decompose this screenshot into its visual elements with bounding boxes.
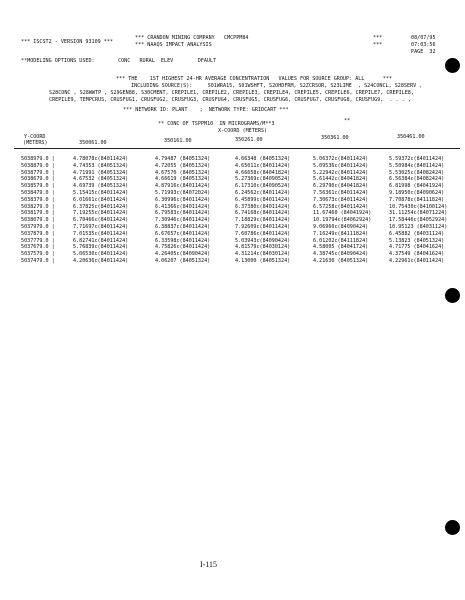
y-coord-cell: 5038679.0 |	[21, 176, 55, 183]
x-coord-label: X-COORD (METERS)	[218, 128, 268, 134]
concentration-cell: 6.24562c(84011424)	[235, 189, 291, 196]
concentration-cell: 6.17310c(84090524)	[235, 183, 291, 190]
concentration-cell: 5.50984c(84011424)	[389, 162, 445, 169]
y-coord-cell: 5037779.0 |	[21, 237, 55, 244]
concentration-cell: 7.60786c(84011424)	[235, 230, 291, 237]
concentration-cell: 7.30946c(84011424)	[155, 217, 211, 224]
program-version: *** ISCST2 - VERSION 93109 ***	[21, 39, 114, 45]
concentration-cell: 6.01661c(84011424)	[73, 196, 129, 203]
header-stars-2: ***	[373, 42, 383, 48]
concentration-cell: 6.41366c(84011424)	[155, 203, 211, 210]
table-row	[0, 190, 465, 197]
concentration-cell: 4.58005 (84041724)	[313, 244, 369, 251]
y-coord-cell: 5037679.0 |	[21, 244, 55, 251]
table-row	[0, 251, 465, 258]
concentration-table	[0, 156, 465, 265]
concentration-cell: 4.66619 (84051324)	[155, 176, 211, 183]
concentration-cell: 5.06372c(84011424)	[313, 156, 369, 162]
concentration-cell: 6.67657c(84011424)	[155, 230, 211, 237]
concentration-cell: 6.37380c(84011424)	[235, 203, 291, 210]
concentration-cell: 5.59372c(84011424)	[389, 156, 445, 162]
concentration-cell: 4.66348 (84051324)	[235, 156, 291, 162]
concentration-cell: 4.22961c(84011424)	[389, 257, 445, 264]
x-coord-value: 350061.00	[79, 140, 107, 146]
concentration-cell: 5.03943c(84090424)	[235, 237, 291, 244]
y-coord-cell: 5038079.0 |	[21, 217, 55, 224]
concentration-cell: 4.31214c(84030124)	[235, 251, 291, 258]
y-coord-cell: 5038979.0 |	[21, 156, 55, 162]
x-coord-value: 350361.00	[321, 135, 349, 141]
table-row	[0, 197, 465, 204]
table-row	[0, 238, 465, 245]
concentration-cell: 6.37825c(84011424)	[73, 203, 129, 210]
concentration-cell: 11.67460 (84041924)	[313, 210, 372, 217]
concentration-cell: 7.30673c(84011424)	[313, 196, 369, 203]
concentration-cell: 6.01202c(84111824)	[313, 237, 369, 244]
concentration-cell: 4.75826c(84011424)	[155, 244, 211, 251]
y-coord-cell: 5037579.0 |	[21, 251, 55, 258]
y-coord-cell: 5038579.0 |	[21, 183, 55, 190]
y-coord-cell: 5038179.0 |	[21, 210, 55, 217]
concentration-cell: 17.58446c(84052924)	[389, 217, 448, 224]
concentration-cell: 5.09536c(84011424)	[313, 162, 369, 169]
table-row	[0, 163, 465, 170]
concentration-cell: 9.18950c(84090624)	[389, 189, 445, 196]
table-row	[0, 231, 465, 238]
modeling-options-value: CONC RURAL ELEV DFAULT	[118, 58, 217, 64]
concentration-cell: 5.53025c(84082424)	[389, 169, 445, 176]
concentration-cell: 7.71697c(84011424)	[73, 223, 129, 230]
concentration-cell: 4.26405c(84090424)	[155, 251, 211, 258]
concentration-cell: 4.74353 (84051324)	[73, 162, 129, 169]
concentration-cell: 6.29790c(84041824)	[313, 183, 369, 190]
concentration-cell: 6.57258c(84011424)	[313, 203, 369, 210]
concentration-cell: 4.67532 (84051324)	[73, 176, 129, 183]
table-row	[0, 170, 465, 177]
concentration-cell: 4.37549 (84041624)	[389, 251, 445, 258]
concentration-cell: 6.56384c(84082424)	[389, 176, 445, 183]
concentration-cell: 7.16249c(84111824)	[313, 230, 369, 237]
title-line-1: *** THE 1ST HIGHEST 24-HR AVERAGE CONCENTRATION VALUES FOR SOURCE GROUP: ALL ***	[116, 76, 393, 82]
concentration-cell: 6.81998 (84041924)	[389, 183, 445, 190]
y-coord-cell: 5038879.0 |	[21, 162, 55, 169]
company-name: *** CRANDON MINING COMPANY CMCPPM84	[135, 35, 249, 41]
concentration-cell: 6.74168c(84011424)	[235, 210, 291, 217]
concentration-cell: 6.45882 (84031124)	[389, 230, 445, 237]
y-coord-cell: 5038279.0 |	[21, 203, 55, 210]
run-time: 07:03:56	[411, 42, 436, 48]
concentration-cell: 5.71993c(84072024)	[155, 189, 211, 196]
table-row	[0, 217, 465, 224]
table-row	[0, 176, 465, 183]
title-line-4: CREPILE9, TEMPCRUS, CRUSFUG1, CRUSFUG2, CRUSFUG3, CRUSFUG4, CRUSFUG5, CRUSFUG6, CRUSFUG7, CRUSFUG8, CRUSFUG9, . . . ,	[49, 97, 411, 103]
concentration-cell: 4.71991 (84051324)	[73, 169, 129, 176]
concentration-cell: 4.65011c(84011424)	[235, 162, 291, 169]
concentration-cell: 4.72055 (84051324)	[155, 162, 211, 169]
x-coord-value: 350261.00	[235, 137, 263, 143]
concentration-cell: 5.76839c(84011424)	[73, 244, 129, 251]
table-row	[0, 258, 465, 265]
table-header-divider	[14, 148, 460, 149]
concentration-cell: 4.69739 (84051324)	[73, 183, 129, 190]
analysis-title: *** NAAQS IMPACT ANALYSIS	[135, 42, 212, 48]
concentration-cell: 10.19794c(84062924)	[313, 217, 372, 224]
x-coord-value: 350461.00	[397, 134, 425, 140]
concentration-cell: 31.11254c(84071224)	[389, 210, 448, 217]
concentration-cell: 4.81579c(84030124)	[235, 244, 291, 251]
concentration-cell: 4.78078c(84011424)	[73, 156, 129, 162]
concentration-cell: 6.45899c(84011424)	[235, 196, 291, 203]
concentration-cell: 7.92609c(84011424)	[235, 223, 291, 230]
concentration-cell: 5.27369c(84090524)	[235, 176, 291, 183]
hole-punch-top	[445, 58, 460, 73]
concentration-cell: 6.33598c(84011424)	[155, 237, 211, 244]
y-coord-cell: 5037479.0 |	[21, 257, 55, 264]
table-row	[0, 204, 465, 211]
y-coord-cell: 5037979.0 |	[21, 223, 55, 230]
y-coord-label: Y-COORD	[24, 134, 46, 140]
concentration-cell: 4.66658c(84041824)	[235, 169, 291, 176]
title-line-3: S28CONC , S28WWTP , S29GEN88, S30CMENT, CREPILE1, CREPILE2, CREPILE3, CREPILE4, CREPILE5, CREPILE6, CREPILE7, CREPILE8,	[49, 90, 414, 96]
concentration-cell: 5.61442c(84041824)	[313, 176, 369, 183]
concentration-cell: 6.30996c(84011424)	[155, 196, 211, 203]
concentration-cell: 7.18829c(84011424)	[235, 217, 291, 224]
concentration-cell: 4.67570 (84051324)	[155, 169, 211, 176]
concentration-cell: 6.79583c(84011424)	[155, 210, 211, 217]
concentration-cell: 6.82741c(84011424)	[73, 237, 129, 244]
hole-punch-bottom	[445, 520, 460, 535]
concentration-cell: 4.87916c(84011424)	[155, 183, 211, 190]
page-label: PAGE 32	[411, 49, 436, 55]
y-coord-cell: 5037879.0 |	[21, 230, 55, 237]
concentration-cell: 5.06530c(84011424)	[73, 251, 129, 258]
network-line: *** NETWORK ID: PLANT ; NETWORK TYPE: GRIDCART ***	[123, 107, 289, 113]
table-row	[0, 156, 465, 163]
concentration-cell: 5.15415c(84011424)	[73, 189, 129, 196]
concentration-cell: 4.79487 (84051324)	[155, 156, 211, 162]
y-coord-cell: 5038379.0 |	[21, 196, 55, 203]
concentration-cell: 9.06960c(84090424)	[313, 223, 369, 230]
y-coord-units: (METERS)	[23, 140, 48, 146]
concentration-cell: 7.70878c(84111824)	[389, 196, 445, 203]
concentration-cell: 10.95123 (84031124)	[389, 223, 448, 230]
hole-punch-middle	[445, 288, 460, 303]
concentration-cell: 7.19255c(84011424)	[73, 210, 129, 217]
concentration-cell: 4.71775 (84041624)	[389, 244, 445, 251]
header-stars-1: ***	[373, 35, 383, 41]
page-number: I-115	[200, 560, 218, 569]
y-coord-cell: 5038779.0 |	[21, 169, 55, 176]
concentration-cell: 10.75430c(84100124)	[389, 203, 448, 210]
concentration-cell: 7.56361c(84011424)	[313, 189, 369, 196]
modeling-options-label: **MODELING OPTIONS USED:	[21, 58, 95, 64]
concentration-cell: 4.06207 (84051324)	[155, 257, 211, 264]
run-date: 08/07/95	[411, 35, 436, 41]
y-coord-cell: 5038479.0 |	[21, 189, 55, 196]
concentration-cell: 4.38745c(84090424)	[313, 251, 369, 258]
table-row	[0, 183, 465, 190]
concentration-cell: 4.21630 (84051324)	[313, 257, 369, 264]
concentration-cell: 4.20636c(84011424)	[73, 257, 129, 264]
table-row	[0, 224, 465, 231]
concentration-cell: 6.70466c(84011424)	[73, 217, 129, 224]
conc-line: ** CONC OF TSPPM10 IN MICROGRAMS/M**3	[158, 121, 275, 127]
title-line-2: INCLUDING SOURCE(S): S01WRA15, S01WSHFT, S2OHDFRM, S2ZCRSOR, S23LIME , S24CONCL, S28SERV ,	[131, 83, 423, 89]
concentration-cell: 6.38837c(84011424)	[155, 223, 211, 230]
x-coord-value: 350161.00	[164, 138, 192, 144]
table-row	[0, 244, 465, 251]
table-row	[0, 210, 465, 217]
conc-line-stars: **	[344, 118, 351, 124]
concentration-cell: 5.13823 (84051324)	[389, 237, 445, 244]
concentration-cell: 7.01535c(84011424)	[73, 230, 129, 237]
concentration-cell: 5.22942c(84011424)	[313, 169, 369, 176]
concentration-cell: 4.13000 (84051324)	[235, 257, 291, 264]
